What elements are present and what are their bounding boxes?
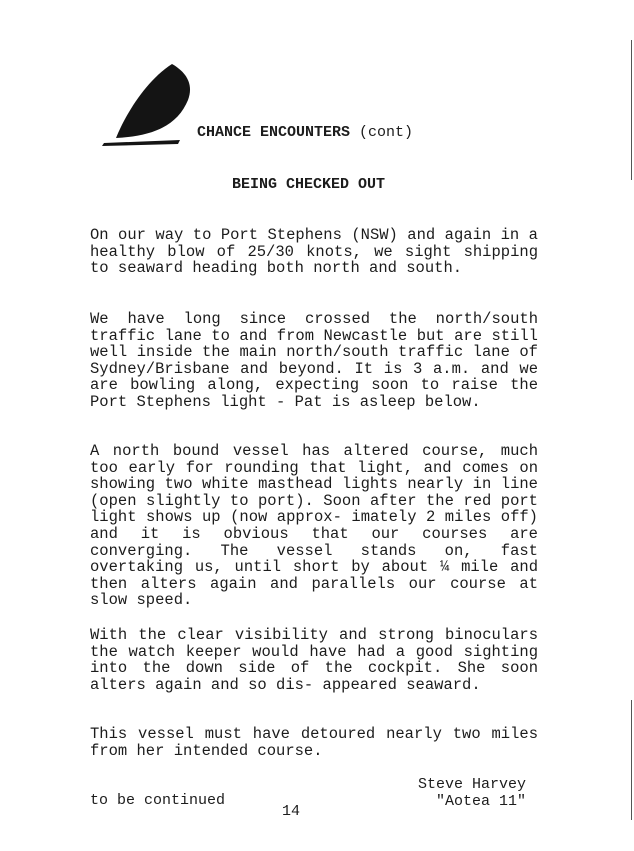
author-name: Steve Harvey [418,776,527,793]
paragraph-1: On our way to Port Stephens (NSW) and again in a healthy blow of 25/30 knots, we sight shipping to seaward heading both north and south. [90,226,538,278]
paragraph-4: With the clear visibility and strong binoculars the watch keeper would have had a good sighting into the down side of the cockpit. She soon alters again and so dis- appeared seaward. [90,626,538,694]
signature [418,776,526,810]
paragraph-3: A north bound vessel has altered course, much too early for rounding that light, and comes on showing two white masthead lights nearly in line (open slightly to port). Soon after the red port light shows up (now approx- imately 2 miles off) and it is obvious that our courses are converging. The vessel stands on, fast overtaking us, until short by about ¼ mile and then alters again and parallels our course at slow speed. [90,442,538,610]
title-cont: (cont) [350,124,414,141]
page-number: 14 [282,803,301,820]
continued-note: to be continued [90,792,226,809]
article-subtitle: BEING CHECKED OUT [232,176,386,193]
paragraph-2: We have long since crossed the north/south traffic lane to and from Newcastle but are still well inside the main north/south traffic lane of Sydney/Brisbane and beyond. It is 3 a.m. and we are bowling along, expecting soon to raise the Port Stephens light - Pat is asleep below. [90,310,538,411]
sail-logo-icon [100,60,192,148]
page-title [197,124,413,141]
paragraph-5: This vessel must have detoured nearly two miles from her intended course. [90,725,538,760]
boat-name: "Aotea 11" [436,793,527,810]
title-main: CHANCE ENCOUNTERS [197,124,351,141]
scan-edge-line [631,700,632,820]
scan-edge-line [631,40,632,180]
